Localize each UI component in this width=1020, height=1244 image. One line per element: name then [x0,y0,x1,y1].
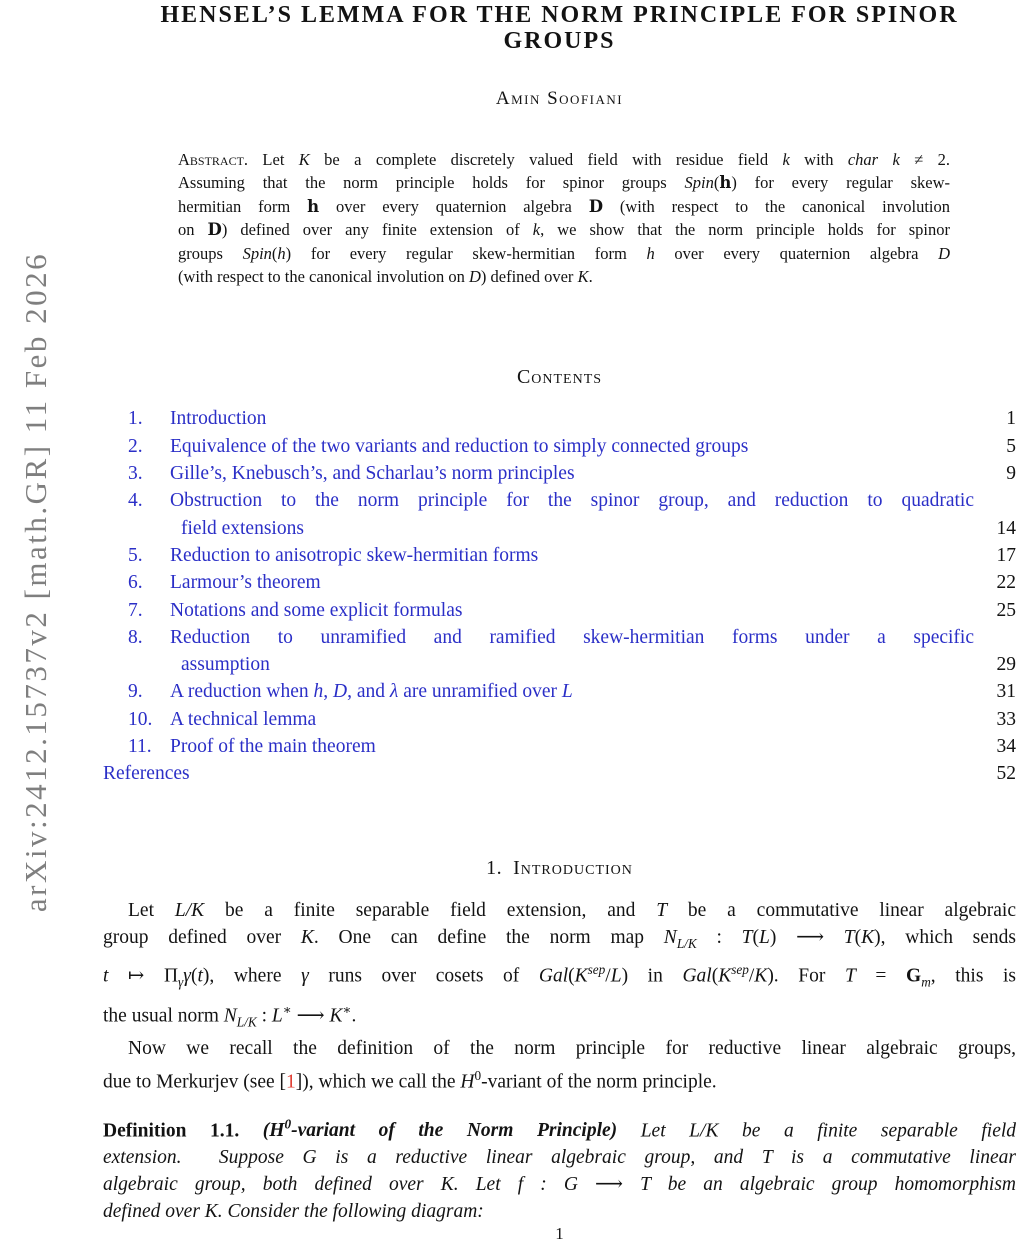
table-of-contents [103,405,1016,787]
toc-row[interactable] [103,515,1016,542]
contents-heading-text: Contents [516,366,603,389]
paper-title-line2: GROUPS [503,28,616,54]
toc-entry-number: 8. [128,626,143,648]
toc-entry-number [103,651,170,678]
toc-entry-number: 3. [128,463,143,485]
toc-entry-number: 6. [128,572,143,594]
toc-entry-link[interactable]: Obstruction to the norm principle for the spinor group, and reduction to quadratic [170,490,974,512]
section-heading [103,857,1016,880]
toc-row[interactable] [103,542,1016,569]
toc-entry-number: 5. [128,544,143,566]
abstract-line: groups Spin(h) for every regular skew-hermitian form h over every quaternion algebra D [178,243,950,263]
toc-row[interactable] [103,433,1016,460]
abstract-block [178,148,950,288]
toc-entry-page: 14 [996,517,1016,539]
toc-entry-link[interactable]: A reduction when h, D, and λ are unramified over L [170,681,573,703]
toc-entry-link[interactable]: A technical lemma [170,708,317,730]
toc-row[interactable] [103,460,1016,487]
toc-entry-number: 1. [128,408,143,430]
abstract-line: (with respect to the canonical involution on D) defined over K. [178,267,593,287]
toc-entry-page: 5 [1006,435,1016,457]
page-number: 1 [555,1224,564,1244]
toc-entry-number [103,515,170,542]
toc-row[interactable] [103,624,1016,651]
toc-entry-page: 29 [996,654,1016,676]
toc-row[interactable] [103,678,1016,705]
toc-entry-link[interactable]: Introduction [170,408,267,430]
toc-entry-page: 34 [996,736,1016,757]
toc-entry-page [976,487,1016,514]
arxiv-stamp: arXiv:2412.15737v2 [math.GR] 11 Feb 2026 [18,251,53,913]
toc-entry-link[interactable]: Proof of the main theorem [170,736,376,757]
toc-entry-link[interactable]: Reduction to unramified and ramified skew-hermitian forms under a specific [170,626,974,648]
text-line: Let L/K be a finite separable field extension, and T be a commutative linear algebraic [128,899,1017,921]
toc-entry-link[interactable]: References [103,763,190,785]
toc-entry-link[interactable]: Gille’s, Knebusch’s, and Scharlau’s norm principles [170,463,575,485]
abstract-line: hermitian form h over every quaternion algebra D (with respect to the canonical involution [178,196,950,216]
toc-row[interactable] [103,651,1016,678]
toc-entry-link[interactable]: Reduction to anisotropic skew-hermitian forms [170,544,539,566]
page-content [103,0,1016,1244]
toc-entry-number: 7. [128,599,143,621]
intro-paragraph-1 [103,897,1016,1036]
toc-entry-number: 4. [128,490,143,512]
text-line: the usual norm $N_{L/K}$ : L∗ ⟶ K∗. [103,1001,357,1030]
toc-row[interactable] [103,706,1016,733]
toc-row[interactable] [103,760,1016,787]
toc-entry-link[interactable]: assumption [181,654,270,676]
toc-entry-number: 11. [128,736,152,757]
toc-row[interactable] [103,597,1016,624]
toc-row[interactable] [103,569,1016,596]
toc-entry-link[interactable]: Equivalence of the two variants and reduction to simply connected groups [170,435,749,457]
toc-entry-number: 9. [128,681,143,703]
toc-entry-page: 33 [996,708,1016,730]
abstract-line: Abstract. Let K be a complete discretely valued field with residue field k with char k ≠ 2. [178,150,950,169]
definition-line: extension. Suppose G is a reductive linear algebraic group, and T is a commutative linear [103,1147,1016,1169]
toc-row[interactable] [103,733,1016,760]
abstract-line: Assuming that the norm principle holds for spinor groups Spin(h) for every regular skew- [178,173,950,193]
definition-line: algebraic group, both defined over K. Let f : G ⟶ T be an algebraic group homomorphism [103,1174,1016,1196]
toc-entry-number: 2. [128,435,143,457]
toc-entry-number: 10. [128,708,153,730]
toc-entry-page: 9 [1006,463,1016,485]
toc-entry-link[interactable]: Notations and some explicit formulas [170,599,463,621]
text-line: Now we recall the definition of the norm principle for reductive linear algebraic groups, [128,1038,1016,1060]
toc-entry-page: 1 [1006,408,1016,430]
text-line: group defined over K. One can define the norm map $N_{L/K}$ : T(L) ⟶ T(K), which sends [103,926,1017,951]
paper-title [103,0,1016,54]
toc-entry-link[interactable]: field extensions [181,517,304,539]
toc-row[interactable] [103,487,1016,514]
section-title: Introduction [513,856,633,879]
toc-row[interactable] [103,405,1016,432]
text-line: t ↦ $\Pi_\gamma\gamma(t)$, where γ runs over cosets of $Gal(K^{sep}/L)$ in $Gal(K^{sep}/K)$. For $T = G_m$, this is [103,962,1017,990]
author-name: Amin Soofiani [495,88,624,109]
intro-paragraph-2 [103,1035,1016,1096]
definition-line: defined over K. Consider the following diagram: [103,1201,484,1223]
section-number: 1. [486,856,503,879]
contents-heading [103,366,1016,389]
toc-entry-page: 17 [996,544,1016,566]
toc-entry-page: 31 [996,681,1016,703]
abstract-line: on D) defined over any finite extension of k, we show that the norm principle holds for spinor [178,220,951,240]
paper-title-line1: HENSEL’S LEMMA FOR THE NORM PRINCIPLE FOR SPINOR [160,2,959,28]
toc-entry-page: 25 [996,599,1016,621]
toc-entry-page: 52 [996,763,1016,785]
definition-line: Definition 1.1. ($H^0$-variant of the Norm Principle) Let L/K be a finite separable field [103,1116,1017,1142]
text-line: due to Merkurjev (see [1]), which we call the $H^0$-variant of the norm principle. [103,1068,717,1093]
toc-entry-page [976,624,1016,651]
definition-block [103,1111,1016,1226]
toc-entry-page: 22 [996,572,1016,594]
toc-entry-link[interactable]: Larmour’s theorem [170,572,321,594]
